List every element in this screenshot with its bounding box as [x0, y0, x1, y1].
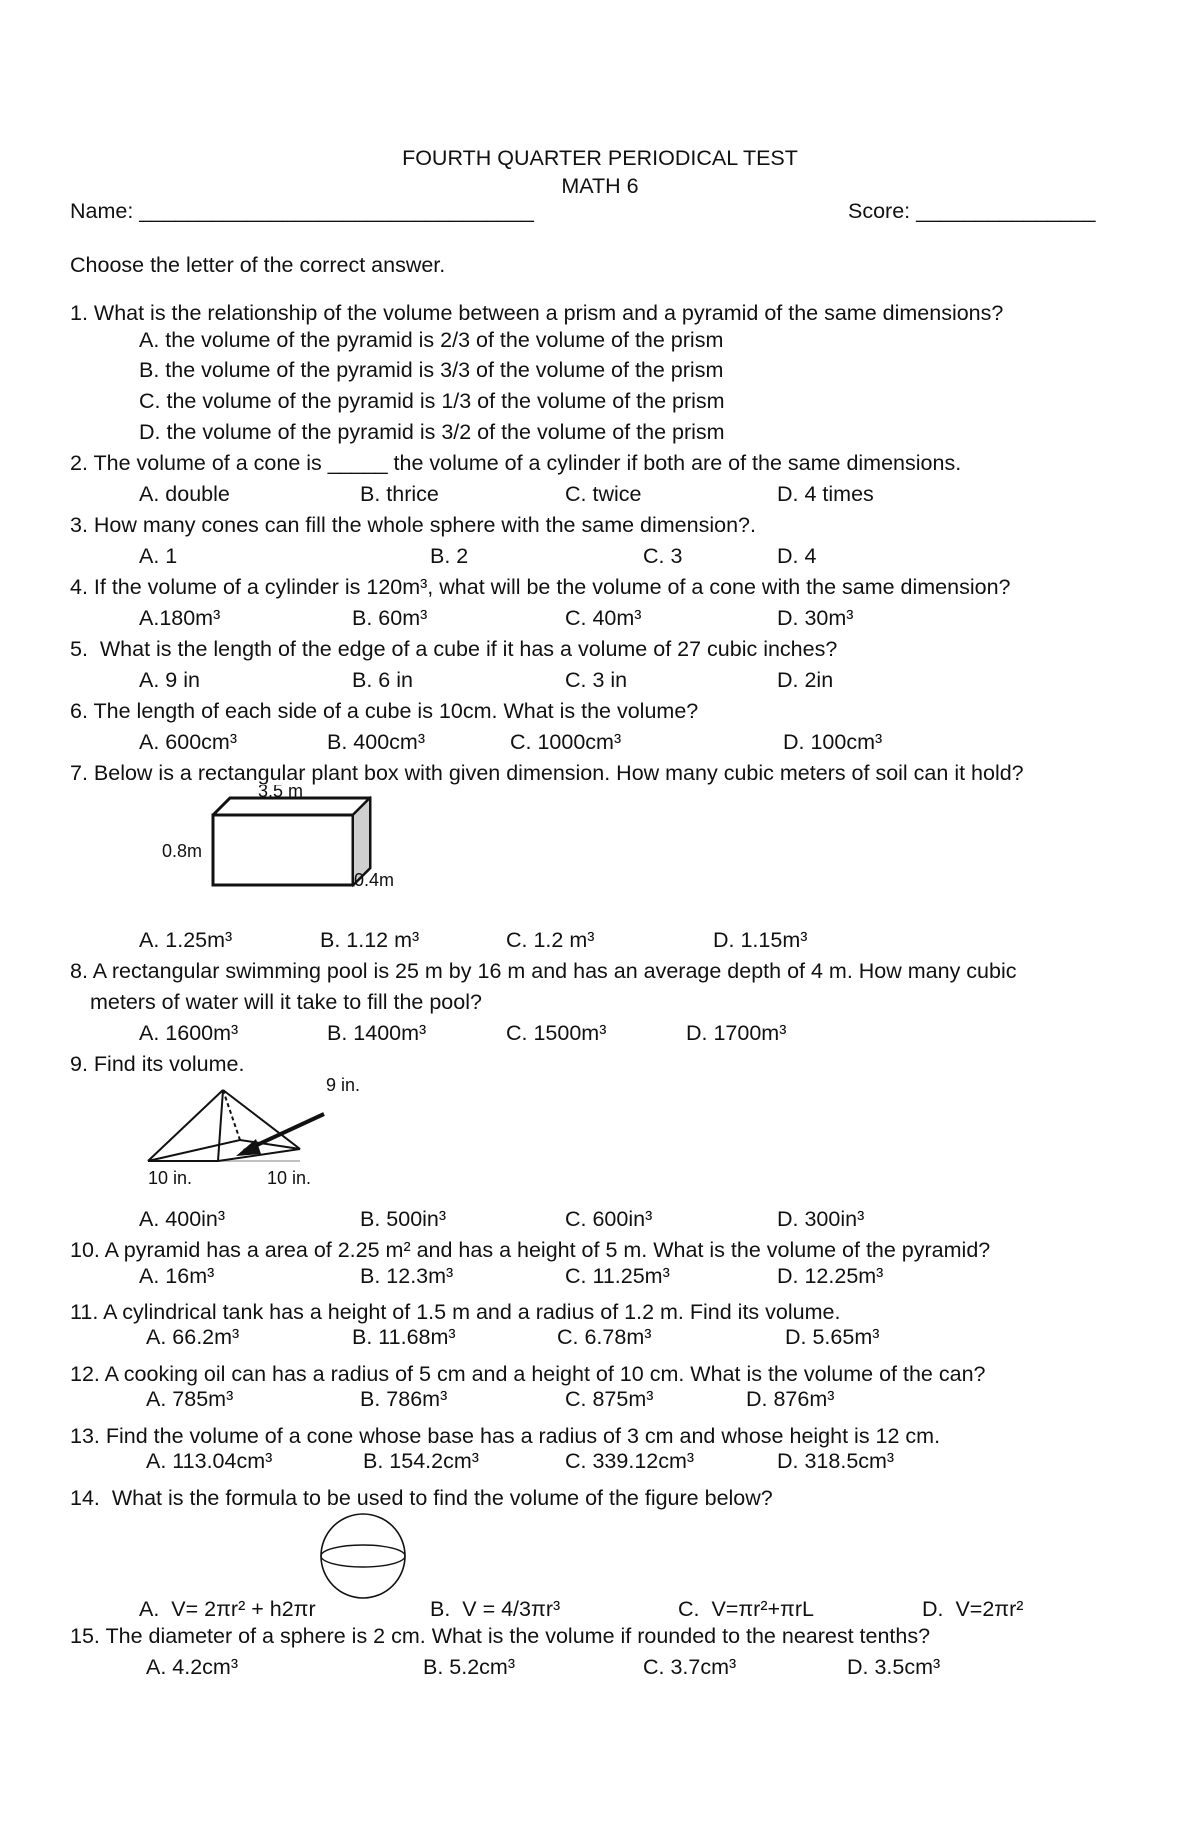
question-13-choice-d: D. 318.5cm³: [777, 1449, 895, 1473]
question-2-choice-d: D. 4 times: [777, 482, 874, 506]
question-7-choice-c: C. 1.2 m³: [506, 928, 595, 952]
question-11-choice-a: A. 66.2m³: [146, 1325, 240, 1349]
pyramid-base-a-label: 10 in.: [148, 1168, 193, 1188]
question-9-choice-d: D. 300in³: [777, 1207, 865, 1231]
question-9-choice-c: C. 600in³: [565, 1207, 653, 1231]
question-9-choice-b: B. 500in³: [360, 1207, 447, 1231]
question-3-choice-c: C. 3: [643, 544, 683, 568]
question-14-stem: 14. What is the formula to be used to find the volume of the figure below?: [70, 1486, 773, 1510]
question-4-stem: 4. If the volume of a cylinder is 120m³, what will be the volume of a cone with the same dimension?: [70, 575, 1011, 599]
question-12-choice-b: B. 786m³: [360, 1387, 448, 1411]
question-1-choice-b: B. the volume of the pyramid is 3/3 of the volume of the prism: [139, 358, 724, 382]
question-14-choice-d: D. V=2πr²: [922, 1597, 1024, 1621]
question-13-choice-c: C. 339.12cm³: [565, 1449, 695, 1473]
plant-box-width-label: 0.4m: [354, 870, 395, 890]
question-8-choice-a: A. 1600m³: [139, 1021, 239, 1045]
question-10-choice-b: B. 12.3m³: [360, 1264, 454, 1288]
sphere-figure: [315, 1510, 415, 1602]
question-7-choice-a: A. 1.25m³: [139, 928, 233, 952]
question-15-choice-a: A. 4.2cm³: [146, 1655, 238, 1679]
question-2-choice-c: C. twice: [565, 482, 642, 506]
question-9-choice-a: A. 400in³: [139, 1207, 226, 1231]
question-2-choice-a: A. double: [139, 482, 230, 506]
question-8-choice-d: D. 1700m³: [686, 1021, 787, 1045]
question-12-choice-c: C. 875m³: [565, 1387, 654, 1411]
question-4-choice-b: B. 60m³: [352, 606, 428, 630]
question-5-choice-d: D. 2in: [777, 668, 834, 692]
question-15-choice-c: C. 3.7cm³: [643, 1655, 737, 1679]
question-13-choice-b: B. 154.2cm³: [363, 1449, 479, 1473]
question-3-choice-b: B. 2: [430, 544, 469, 568]
question-15-choice-b: B. 5.2cm³: [423, 1655, 515, 1679]
question-11-choice-c: C. 6.78m³: [557, 1325, 652, 1349]
question-12-stem: 12. A cooking oil can has a radius of 5 cm and a height of 10 cm. What is the volume of the can?: [70, 1362, 986, 1386]
question-1-choice-d: D. the volume of the pyramid is 3/2 of the volume of the prism: [139, 420, 725, 444]
question-5-choice-c: C. 3 in: [565, 668, 628, 692]
question-6-choice-a: A. 600cm³: [139, 730, 237, 754]
question-5-choice-a: A. 9 in: [139, 668, 200, 692]
question-10-choice-c: C. 11.25m³: [565, 1264, 670, 1288]
question-11-choice-b: B. 11.68m³: [352, 1325, 456, 1349]
question-4-choice-a: A.180m³: [139, 606, 221, 630]
plant-box-figure: [150, 785, 410, 900]
plant-box-height-label: 0.8m: [162, 841, 203, 861]
question-15-stem: 15. The diameter of a sphere is 2 cm. What is the volume if rounded to the nearest tenths?: [70, 1624, 931, 1648]
question-12-choice-a: A. 785m³: [146, 1387, 234, 1411]
question-1-choice-a: A. the volume of the pyramid is 2/3 of the volume of the prism: [139, 328, 724, 352]
question-6-stem: 6. The length of each side of a cube is 10cm. What is the volume?: [70, 699, 699, 723]
question-2-choice-b: B. thrice: [360, 482, 439, 506]
question-3-choice-d: D. 4: [777, 544, 817, 568]
question-6-choice-c: C. 1000cm³: [510, 730, 622, 754]
subject-title: MATH 6: [561, 174, 639, 198]
test-title: FOURTH QUARTER PERIODICAL TEST: [402, 146, 798, 170]
question-8-choice-c: C. 1500m³: [506, 1021, 607, 1045]
question-10-choice-a: A. 16m³: [139, 1264, 215, 1288]
question-5-stem: 5. What is the length of the edge of a cube if it has a volume of 27 cubic inches?: [70, 637, 838, 661]
question-3-stem: 3. How many cones can fill the whole sphere with the same dimension?.: [70, 513, 756, 537]
question-3-choice-a: A. 1: [139, 544, 178, 568]
question-10-stem: 10. A pyramid has a area of 2.25 m² and has a height of 5 m. What is the volume of the pyramid?: [70, 1238, 991, 1262]
question-11-stem: 11. A cylindrical tank has a height of 1.5 m and a radius of 1.2 m. Find its volume.: [70, 1300, 841, 1324]
question-4-choice-d: D. 30m³: [777, 606, 854, 630]
question-13-choice-a: A. 113.04cm³: [146, 1449, 273, 1473]
question-14-choice-a: A. V= 2πr² + h2πr: [139, 1597, 316, 1621]
question-12-choice-d: D. 876m³: [746, 1387, 835, 1411]
score-field-line: Score: _______________: [848, 199, 1096, 223]
question-11-choice-d: D. 5.65m³: [785, 1325, 880, 1349]
question-1-stem: 1. What is the relationship of the volume between a prism and a pyramid of the same dimensions?: [70, 301, 1004, 325]
question-7-stem: 7. Below is a rectangular plant box with given dimension. How many cubic meters of soil can it hold?: [70, 761, 1024, 785]
question-8-stem-continued: meters of water will it take to fill the pool?: [90, 990, 482, 1014]
question-6-choice-d: D. 100cm³: [783, 730, 883, 754]
question-15-choice-d: D. 3.5cm³: [847, 1655, 941, 1679]
question-1-choice-c: C. the volume of the pyramid is 1/3 of the volume of the prism: [139, 389, 725, 413]
name-field-line: Name: _________________________________: [70, 199, 534, 223]
instructions: Choose the letter of the correct answer.: [70, 253, 446, 277]
question-8-stem: 8. A rectangular swimming pool is 25 m by 16 m and has an average depth of 4 m. How many cubic: [70, 959, 1017, 983]
question-10-choice-d: D. 12.25m³: [777, 1264, 884, 1288]
pyramid-figure: [140, 1068, 380, 1190]
question-7-choice-b: B. 1.12 m³: [320, 928, 420, 952]
question-13-stem: 13. Find the volume of a cone whose base has a radius of 3 cm and whose height is 12 cm.: [70, 1424, 941, 1448]
question-9-stem: 9. Find its volume.: [70, 1052, 245, 1076]
plant-box-length-label: 3.5 m: [258, 785, 304, 801]
question-6-choice-b: B. 400cm³: [327, 730, 425, 754]
pyramid-base-b-label: 10 in.: [267, 1168, 312, 1188]
question-7-choice-d: D. 1.15m³: [713, 928, 808, 952]
question-8-choice-b: B. 1400m³: [327, 1021, 427, 1045]
question-2-stem: 2. The volume of a cone is _____ the volume of a cylinder if both are of the same dimensions.: [70, 451, 962, 475]
pyramid-height-label: 9 in.: [326, 1075, 361, 1095]
question-5-choice-b: B. 6 in: [352, 668, 413, 692]
question-4-choice-c: C. 40m³: [565, 606, 642, 630]
question-14-choice-b: B. V = 4/3πr³: [430, 1597, 561, 1621]
question-14-choice-c: C. V=πr²+πrL: [678, 1597, 815, 1621]
